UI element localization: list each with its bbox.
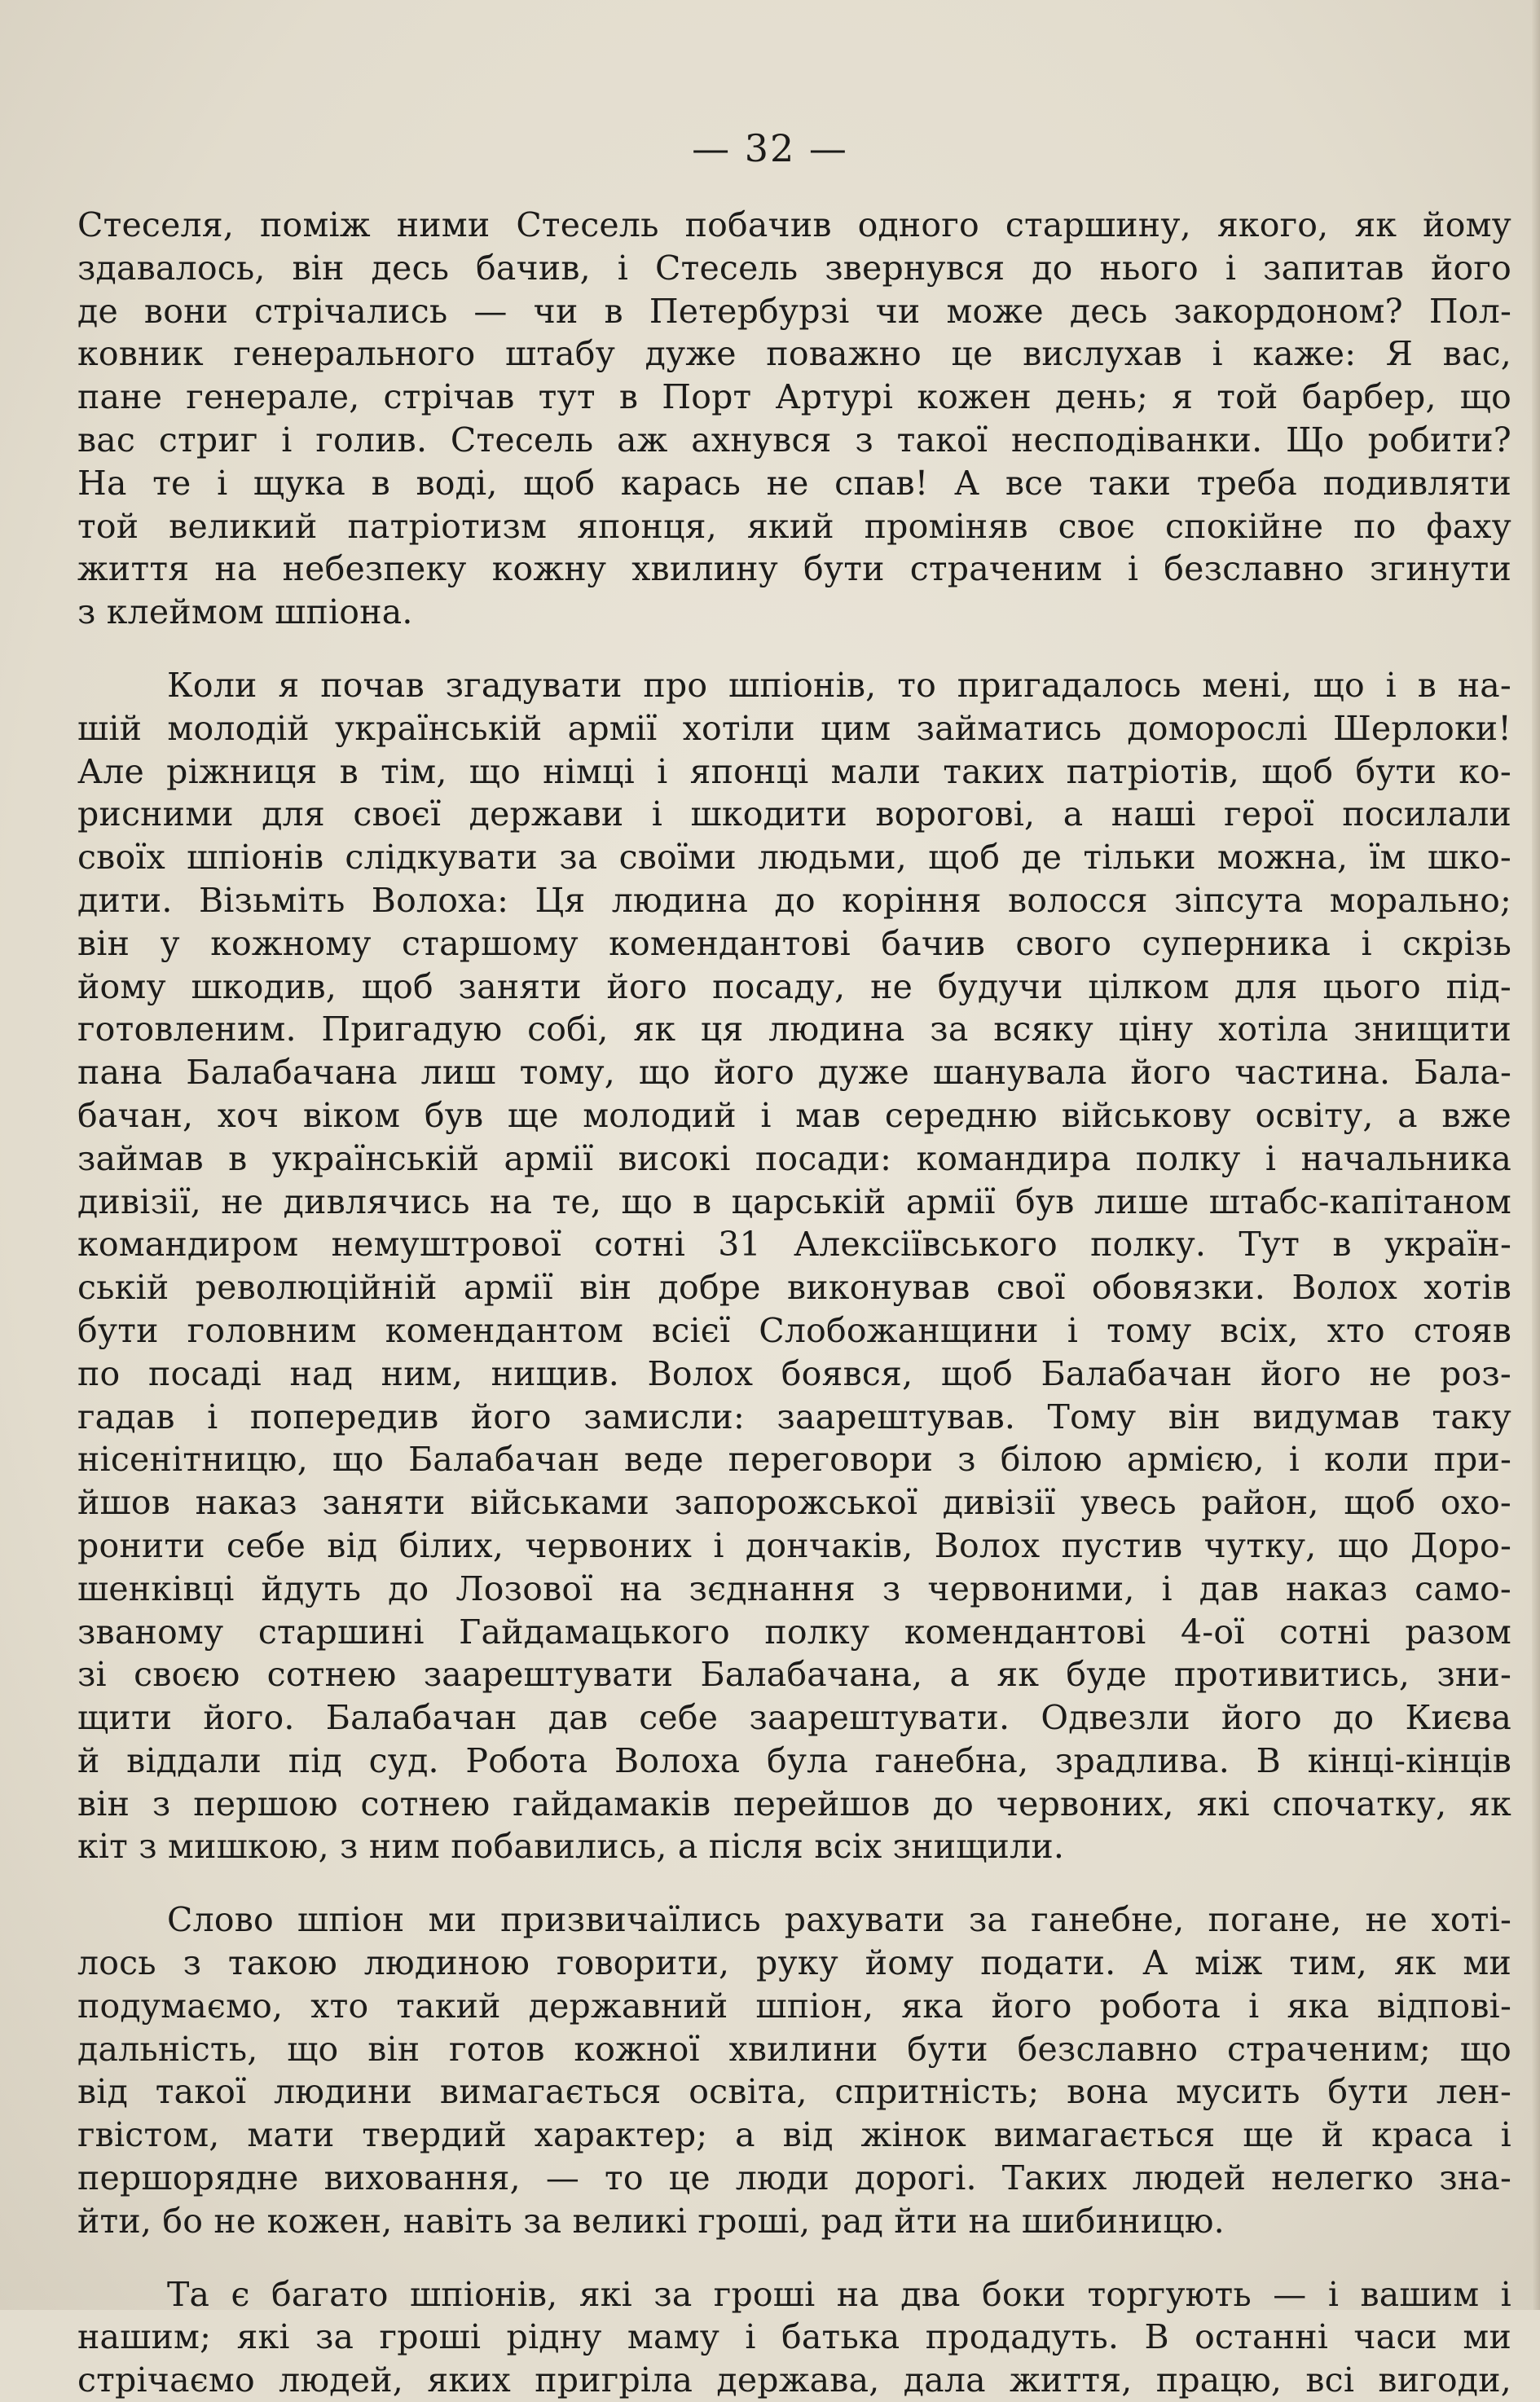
text-line: дивізії, не дивлячись на те, що в царській армії був лише штабс-капітаном [77, 1181, 1511, 1221]
text-line: лось з такою людиною говорити, руку йому подати. А між тим, як ми [77, 1943, 1511, 1983]
text-line: пана Балабачана лиш тому, що його дуже шанувала його частина. Бала- [77, 1053, 1511, 1093]
text-line: ковник генерального штабу дуже поважно це вислухав і каже: Я вас, [77, 334, 1511, 374]
paragraph [77, 1898, 1511, 2242]
text-line: гвістом, мати твердий характер; а від жінок вимагається ще й краса і [77, 2115, 1511, 2155]
text-line: подумаємо, хто такий державний шпіон, яка його робота і яка відпові- [77, 1986, 1511, 2026]
paragraph-gap [77, 634, 1511, 664]
text-line: готовленим. Пригадую собі, як ця людина за всяку ціну хотіла знищити [77, 1010, 1511, 1049]
text-line: дальність, що він готов кожної хвилини бути безславно страченим; що [77, 2029, 1511, 2069]
text-line: гадав і попередив його замисли: заарештував. Тому він видумав таку [77, 1397, 1511, 1436]
page-edge [1532, 0, 1540, 2310]
text-line: бути головним комендантом всієї Слобожанщини і тому всіх, хто стояв [77, 1310, 1511, 1350]
text-line: й віддали під суд. Робота Волоха була ганебна, зрадлива. В кінці-кінців [77, 1740, 1511, 1780]
text-line: зі своєю сотнею заарештувати Балабачана, а як буде противитись, зни- [77, 1655, 1511, 1695]
text-line: життя на небезпеку кожну хвилину бути страченим і безславно згинути [77, 549, 1511, 589]
text-line: від такої людини вимагається освіта, спритність; вона мусить бути лен- [77, 2072, 1511, 2112]
text-line: йти, бо не кожен, навіть за великі гроші, рад йти на шибиницю. [77, 2201, 1225, 2241]
text-line: стрічаємо людей, яких пригріла держава, дала життя, працю, всі вигоди, [77, 2360, 1511, 2400]
text-line: де вони стрічались — чи в Петербурзі чи може десь закордоном? Пол- [77, 291, 1511, 331]
text-line: На те і щука в воді, щоб карась не спав! А все таки треба подивляти [77, 463, 1511, 503]
text-line: з клеймом шпіона. [77, 592, 413, 632]
page-number: — 32 — [692, 126, 848, 170]
text-line: командиром немуштрової сотні 31 Алексіївського полку. Тут в україн- [77, 1225, 1511, 1265]
text-line: Але ріжниця в тім, що німці і японці мали таких патріотів, щоб бути ко- [77, 751, 1511, 791]
paragraph-gap [77, 2243, 1511, 2273]
body-text [77, 204, 1511, 2402]
text-line: він з першою сотнею гайдамаків перейшов до червоних, які спочатку, як [77, 1784, 1511, 1823]
text-line: шенківці йдуть до Лозової на зєднання з червоними, і дав наказ само- [77, 1568, 1511, 1608]
paragraph [77, 664, 1511, 1868]
text-line: нісенітницю, що Балабачан веде переговори з білою армією, і коли при- [77, 1440, 1511, 1480]
text-line: Коли я почав згадувати про шпіонів, то пригадалось мені, що і в на- [167, 665, 1511, 705]
text-line: бачан, хоч віком був ще молодий і мав середню військову освіту, а вже [77, 1095, 1511, 1135]
text-line: йшов наказ заняти військами запорожської дивізії увесь район, щоб охо- [77, 1483, 1511, 1523]
text-line: пане генерале, стрічав тут в Порт Артурі кожен день; я той барбер, що [77, 377, 1511, 417]
paragraph-gap [77, 1868, 1511, 1898]
text-line: вас стриг і голив. Стесель аж ахнувся з такої несподіванки. Що робити? [77, 420, 1511, 460]
text-line: кіт з мишкою, з ним побавились, а після всіх знищили. [77, 1827, 1065, 1867]
text-line: Та є багато шпіонів, які за гроші на два боки торгують — і вашим і [167, 2274, 1511, 2314]
text-line: званому старшині Гайдамацького полку комендантові 4-ої сотні разом [77, 1612, 1511, 1652]
paragraph [77, 204, 1511, 634]
text-line: Стеселя, поміж ними Стесель побачив одного старшину, якого, як йому [77, 205, 1511, 244]
text-line: першорядне виховання, — то це люди дорогі. Таких людей нелегко зна- [77, 2158, 1511, 2198]
text-line: ській революційній армії він добре виконував свої обовязки. Волох хотів [77, 1268, 1511, 1308]
text-line: йому шкодив, щоб заняти його посаду, не будучи цілком для цього під- [77, 966, 1511, 1006]
text-line: нашим; які за гроші рідну маму і батька продадуть. В останні часи ми [77, 2317, 1511, 2357]
text-line: ронити себе від білих, червоних і дончаків, Волох пустив чутку, що Доро- [77, 1525, 1511, 1565]
text-line: щити його. Балабачан дав себе заарештувати. Одвезли його до Києва [77, 1698, 1511, 1738]
text-line: той великий патріотизм японця, який проміняв своє спокійне по фаху [77, 506, 1511, 546]
text-line: своїх шпіонів слідкувати за своїми людьми, щоб де тільки можна, їм шко- [77, 838, 1511, 878]
text-line: Слово шпіон ми призвичаїлись рахувати за ганебне, погане, не хоті- [167, 1900, 1511, 1940]
text-line: він у кожному старшому комендантові бачив свого суперника і скрізь [77, 923, 1511, 963]
text-line: дити. Візьміть Волоха: Ця людина до коріння волосся зіпсута морально; [77, 880, 1511, 920]
text-line: шій молодій українській армії хотіли цим займатись доморослі Шерлоки! [77, 708, 1511, 748]
text-line: займав в українській армії високі посади: командира полку і начальника [77, 1138, 1511, 1178]
text-line: по посаді над ним, нищив. Волох боявся, щоб Балабачан його не роз- [77, 1353, 1511, 1393]
paragraph [77, 2273, 1511, 2402]
text-line: рисними для своєї держави і шкодити ворогові, а наші герої посилали [77, 794, 1511, 834]
text-line: здавалось, він десь бачив, і Стесель звернувся до нього і запитав його [77, 248, 1511, 288]
